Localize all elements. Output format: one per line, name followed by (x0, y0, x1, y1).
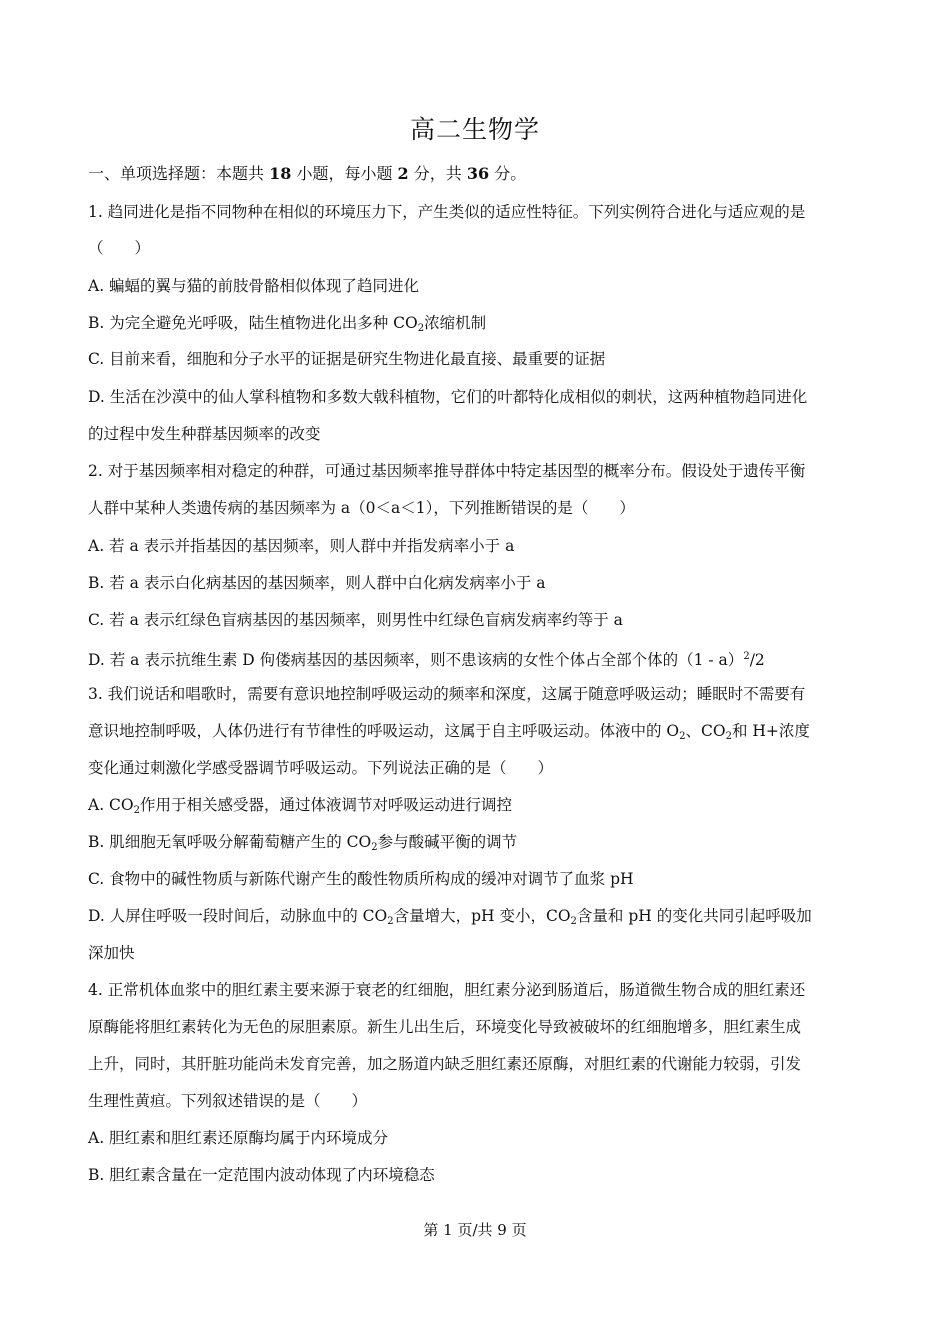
q2-option-d-superscript: 2 (743, 651, 750, 662)
q1-option-b-subscript: 2 (417, 323, 425, 334)
q2-option-b: B. 若 a 表示白化病基因的基因频率，则人群中白化病发病率小于 a (88, 574, 546, 592)
q4-stem-line-2: 原酶能将胆红素转化为无色的尿胆素原。新生儿出生后，环境变化导致被破坏的红细胞增多，胆红素生成 (88, 1018, 802, 1036)
section-heading (88, 163, 878, 185)
q1-stem-line-1: 1. 趋同进化是指不同物种在相似的环境压力下，产生类似的适应性特征。下列实例符合进化与适应观的是 (88, 203, 806, 221)
q4-stem-line-3: 上升，同时，其肝脏功能尚未发育完善，加之肠道内缺乏胆红素还原酶，对胆红素的代谢能力较弱，引发 (88, 1055, 802, 1073)
q2-option-d (88, 646, 878, 671)
q3-option-c: C. 食物中的碱性物质与新陈代谢产生的酸性物质所构成的缓冲对调节了血浆 pH (88, 870, 634, 888)
q4-option-a: A. 胆红素和胆红素还原酶均属于内环境成分 (88, 1129, 389, 1147)
q4-stem-line-4: 生理性黄疸。下列叙述错误的是（ ） (88, 1092, 368, 1110)
q3-option-a-text-end: 作用于相关感受器，通过体液调节对呼吸运动进行调控 (140, 796, 513, 814)
q3-option-d-text-end: 含量和 pH 的变化共同引起呼吸加 (576, 907, 812, 925)
q3-option-b (88, 831, 878, 859)
q3-option-b-text: B. 肌细胞无氧呼吸分解葡萄糖产生的 CO (88, 833, 372, 851)
q3-option-d-line-2: 深加快 (88, 944, 135, 962)
q2-option-d-text-end: /2 (749, 651, 765, 669)
section-text-2: 小题，每小题 (291, 164, 398, 183)
q3-stem-line-2 (88, 720, 878, 748)
q3-option-a-text: A. CO (88, 796, 134, 814)
q2-option-a: A. 若 a 表示并指基因的基因频率，则人群中并指发病率小于 a (88, 537, 515, 555)
q3-stem-line-3: 变化通过刺激化学感受器调节呼吸运动。下列说法正确的是（ ） (88, 759, 554, 777)
q3-option-d-subscript-2: 2 (570, 916, 577, 927)
q3-option-a-subscript: 2 (133, 805, 140, 816)
total-points: 36 (466, 164, 490, 183)
q2-option-d-text: D. 若 a 表示抗维生素 D 佝偻病基因的基因频率，则不患该病的女性个体占全部个体的（1 - a） (88, 651, 744, 669)
q3-stem-subscript-2: 2 (725, 731, 732, 742)
q4-stem-line-1: 4. 正常机体血浆中的胆红素主要来源于衰老的红细胞，胆红素分泌到肠道后，肠道微生物合成的胆红素还 (88, 981, 806, 999)
q3-option-d-subscript-1: 2 (387, 916, 394, 927)
q1-stem-line-2: （ ） (88, 239, 151, 257)
q3-option-b-text-end: 参与酸碱平衡的调节 (377, 833, 518, 851)
q3-stem-line-1: 3. 我们说话和唱歌时，需要有意识地控制呼吸运动的频率和深度，这属于随意呼吸运动；睡眠时不需要有 (88, 685, 806, 703)
q1-option-b-text: B. 为完全避免光呼吸，陆生植物进化出多种 CO (88, 314, 418, 332)
q3-stem-text-mid: 、CO (685, 722, 726, 740)
q2-option-c: C. 若 a 表示红绿色盲病基因的基因频率，则男性中红绿色盲病发病率约等于 a (88, 611, 623, 629)
q3-stem-subscript-1: 2 (679, 731, 686, 742)
section-text-3: 分，共 (408, 164, 467, 183)
q3-option-d-text: D. 人屏住呼吸一段时间后，动脉血中的 CO (88, 907, 388, 925)
q1-option-a: A. 蝙蝠的翼与猫的前肢骨骼相似体现了趋同进化 (88, 277, 420, 295)
q3-option-d-text-mid: 含量增大，pH 变小，CO (393, 907, 571, 925)
q3-option-d-line-1 (88, 905, 878, 933)
q3-stem-text: 意识地控制呼吸，人体仍进行有节律性的呼吸运动，这属于自主呼吸运动。体液中的 O (88, 722, 680, 740)
q1-option-c: C. 目前来看，细胞和分子水平的证据是研究生物进化最直接、最重要的证据 (88, 350, 606, 368)
q3-stem-text-end: 和 H+浓度 (731, 722, 810, 740)
page-title: 高二生物学 (409, 115, 540, 144)
q1-option-b-text-end: 浓缩机制 (424, 314, 487, 332)
q3-option-b-subscript: 2 (371, 842, 378, 853)
q2-stem-line-2: 人群中某种人类遗传病的基因频率为 a（0＜a＜1），下列推断错误的是（ ） (88, 499, 635, 517)
q2-stem-line-1: 2. 对于基因频率相对稳定的种群，可通过基因频率推导群体中特定基因型的概率分布。假设处于遗传平衡 (88, 462, 806, 480)
q3-option-a (88, 794, 878, 822)
q1-option-d-line-1: D. 生活在沙漠中的仙人掌科植物和多数大戟科植物，它们的叶都特化成相似的刺状，这两种植物趋同进化 (88, 388, 808, 406)
section-text-1: 一、单项选择题：本题共 (88, 164, 270, 183)
section-text-4: 分。 (489, 164, 527, 183)
page-number: 第 1 页/共 9 页 (423, 1221, 527, 1239)
points-per-question: 2 (397, 164, 409, 183)
question-count: 18 (269, 164, 292, 183)
q1-option-d-line-2: 的过程中发生种群基因频率的改变 (88, 425, 321, 443)
q4-option-b: B. 胆红素含量在一定范围内波动体现了内环境稳态 (88, 1166, 435, 1184)
q1-option-b (88, 312, 878, 340)
